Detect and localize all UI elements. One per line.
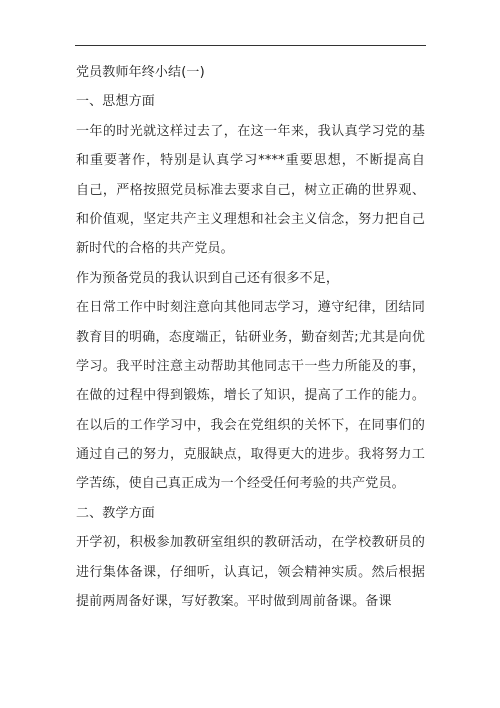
document-title: 党员教师年终小结(一) [76,65,205,80]
paragraph-line: 在日常工作中时刻注意向其他同志学习，遵守纪律，团结同 [76,300,425,316]
paragraph-line: 学习。我平时注意主动帮助其他同志干一些力所能及的事， [76,358,425,374]
section-heading-thought: 一、思想方面 [76,94,155,110]
document-body [76,58,436,616]
paragraph-line: 和重要著作，特别是认真学习****重要思想，不断提高自 [76,153,425,169]
paragraph-line: 学苦练，使自己真正成为一个经受任何考验的共产党员。 [76,476,405,492]
paragraph-line: 开学初，积极参加教研室组织的教研活动，在学校教研员的 [76,535,425,551]
paragraph-line: 在以后的工作学习中，我会在党组织的关怀下，在同事们的 [76,417,425,433]
paragraph-line: 一年的时光就这样过去了，在这一年来，我认真学习党的基 [76,123,425,139]
paragraph-line: 进行集体备课，仔细听，认真记，领会精神实质。然后根据 [76,564,425,580]
paragraph-line: 作为预备党员的我认识到自己还有很多不足， [76,270,340,286]
paragraph-line: 在做的过程中得到锻炼，增长了知识，提高了工作的能力。 [76,388,425,404]
paragraph-line: 和价值观，坚定共产主义理想和社会主义信念，努力把自己 [76,211,425,227]
paragraph-line: 提前两周备好课，写好教案。平时做到周前备课。备课 [76,594,392,610]
paragraph-line: 自己，严格按照党员标准去要求自己，树立正确的世界观、 [76,182,425,198]
header-rule [75,45,426,46]
paragraph-line: 通过自己的努力，克服缺点，取得更大的进步。我将努力工 [76,447,425,463]
paragraph-line: 新时代的合格的共产党员。 [76,241,234,257]
section-heading-teaching: 二、教学方面 [76,505,155,521]
paragraph-line: 教育目的明确，态度端正，钻研业务，勤奋刻苦;尤其是向优 [76,329,425,345]
